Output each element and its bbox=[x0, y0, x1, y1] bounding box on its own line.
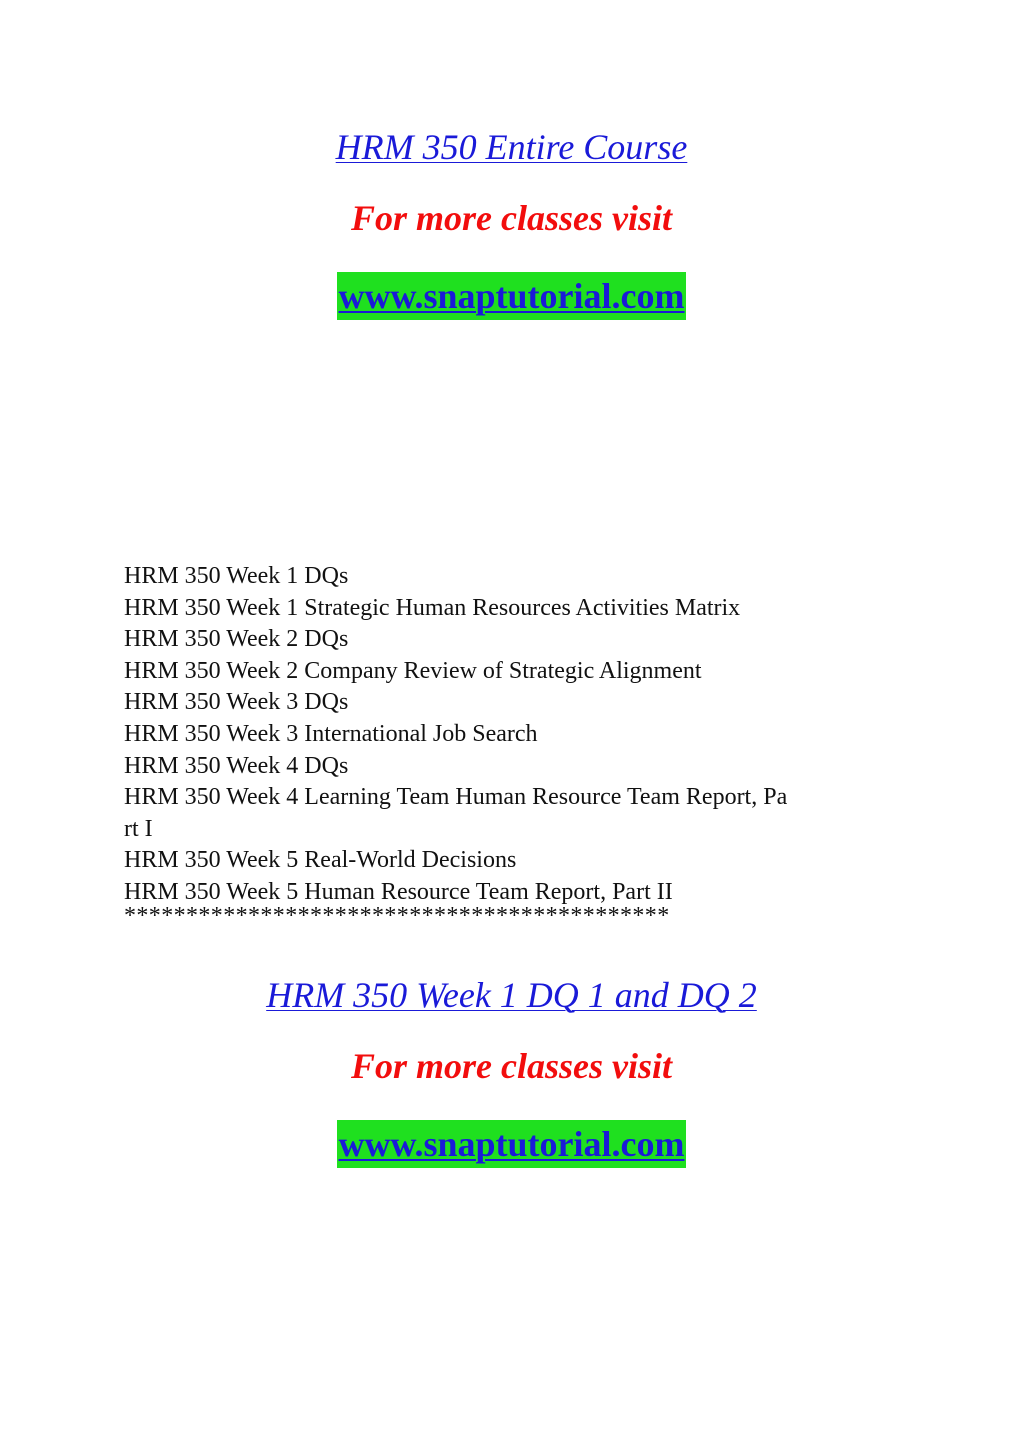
section2-site-row bbox=[0, 1120, 1023, 1168]
list-item: HRM 350 Week 3 DQs bbox=[124, 689, 349, 716]
visit-text: For more classes visit bbox=[351, 198, 672, 238]
course-title-link[interactable]: HRM 350 Week 1 DQ 1 and DQ 2 bbox=[266, 975, 757, 1015]
section2-title-row bbox=[0, 975, 1023, 1015]
course-items-list bbox=[124, 561, 904, 909]
list-item: HRM 350 Week 4 Learning Team Human Resource Team Report, Pa bbox=[124, 784, 788, 811]
website-link[interactable]: www.snaptutorial.com bbox=[337, 1120, 685, 1168]
list-item: HRM 350 Week 1 Strategic Human Resources Activities Matrix bbox=[124, 594, 741, 621]
website-link[interactable]: www.snaptutorial.com bbox=[337, 272, 685, 320]
course-title-link[interactable]: HRM 350 Entire Course bbox=[335, 127, 688, 167]
section1-site-row bbox=[0, 272, 1023, 320]
separator-stars: ******************************************** bbox=[124, 903, 670, 929]
visit-text: For more classes visit bbox=[351, 1046, 672, 1086]
list-item: HRM 350 Week 3 International Job Search bbox=[124, 720, 538, 747]
section1-visit-row bbox=[0, 198, 1023, 238]
list-item: HRM 350 Week 5 Human Resource Team Report, Part II bbox=[124, 878, 673, 905]
list-item: rt I bbox=[124, 815, 153, 842]
list-item: HRM 350 Week 2 Company Review of Strategic Alignment bbox=[124, 657, 702, 684]
list-item: HRM 350 Week 2 DQs bbox=[124, 626, 349, 653]
list-item: HRM 350 Week 1 DQs bbox=[124, 563, 349, 589]
list-item: HRM 350 Week 4 DQs bbox=[124, 752, 349, 779]
section2-visit-row bbox=[0, 1046, 1023, 1086]
list-item: HRM 350 Week 5 Real-World Decisions bbox=[124, 847, 517, 874]
section1-title-row bbox=[0, 127, 1023, 167]
